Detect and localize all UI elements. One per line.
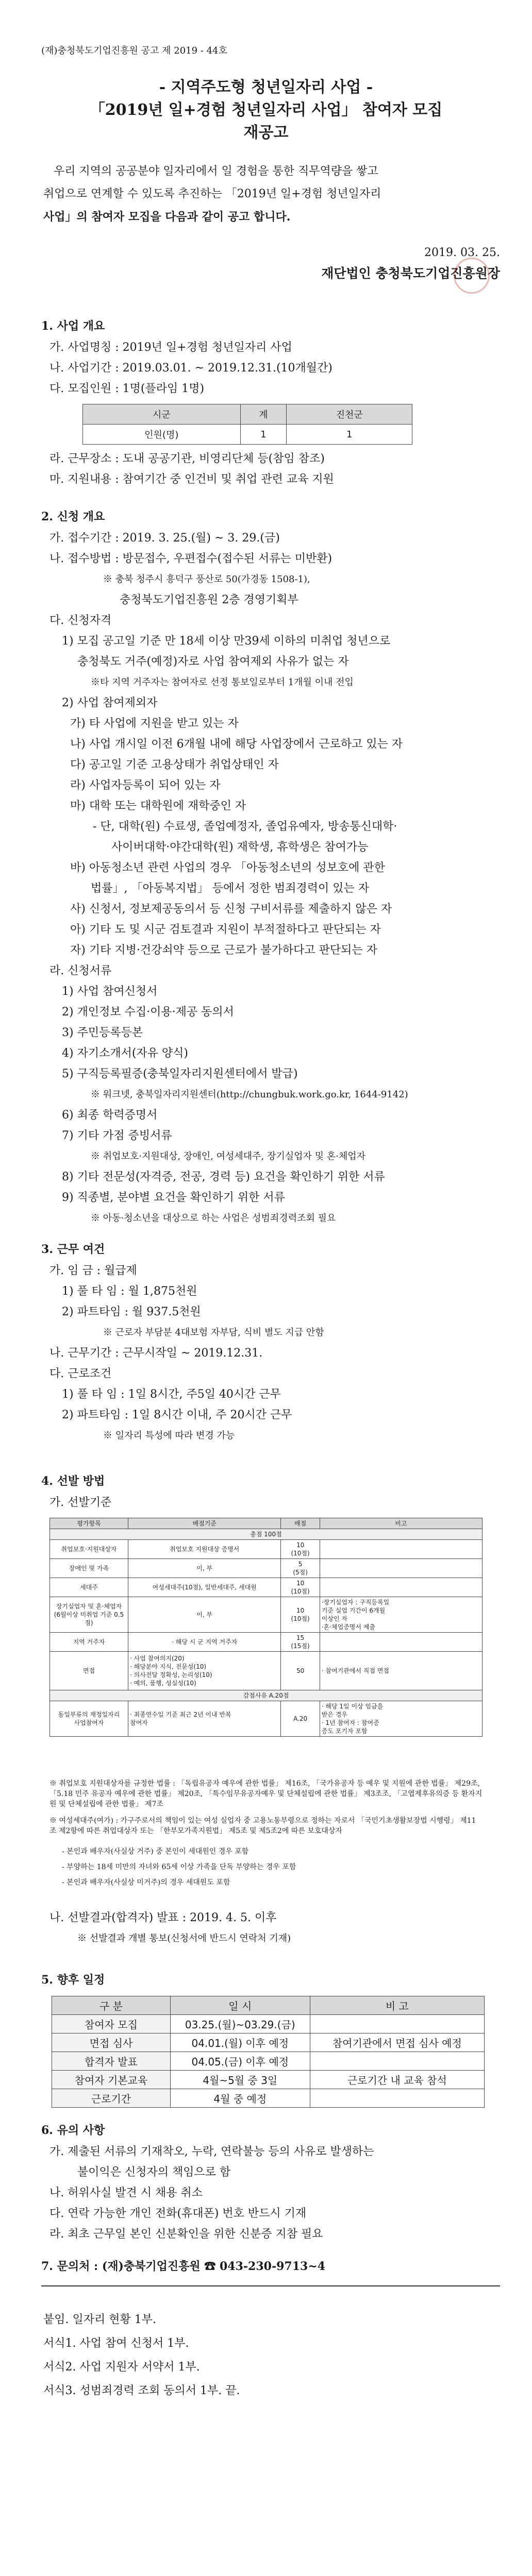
text-line: 나. 근무기간 : 근무시작일 ~ 2019.12.31. [49, 1347, 263, 1360]
text-line: 7) 기타 가점 증빙서류 [62, 1129, 172, 1142]
quota-header: 시군 [83, 404, 241, 425]
criteria-cell: · 최종연수일 기준 최근 2년 이내 반복 참여자 [128, 1701, 280, 1737]
schedule-cell: 참여기관에서 면접 심사 예정 [310, 2033, 484, 2052]
text-line: 1) 모집 공고일 기준 만 18세 이상 만39세 이하의 미취업 청년으로 [62, 635, 391, 648]
footnote: ※ 여성세대주(여가) : 가구주로서의 책임이 있는 여성 실업자 중 고용노동부령으로 정하는 자로서 「국민기초생활보장법 시행령」 제11조 제2항에 따른 취업대상자 또는 「한부모가족지원법」 제5조 및 제5조2에 따른 보호대상자 [49, 1817, 476, 1835]
result-note: ※ 선발결과 개별 통보(신청서에 반드시 연락처 기재) [77, 1933, 291, 1944]
text-line: 2) 사업 참여제외자 [62, 697, 158, 709]
notice-number: (재)충청북도기업진흥원 공고 제 2019 - 44호 [41, 45, 227, 56]
text-line: ※ 워크넷, 충북일자리지원센터(http://chungbuk.work.go.kr, 1644-9142) [91, 1089, 408, 1100]
text-line: 바) 아동청소년 관련 사업의 경우 「아동청소년의 성보호에 관한 [70, 861, 385, 874]
intro-line1: 우리 지역의 공공분야 일자리에서 일 경험을 통한 직무역량을 쌓고 [54, 165, 378, 178]
sec2-heading: 2. 신청 개요 [41, 510, 105, 523]
text-line: - 단, 대학(원) 수료생, 졸업예정자, 졸업유예자, 방송통신대학· [93, 820, 397, 833]
sec3-heading: 3. 근무 여건 [41, 1243, 105, 1256]
quota-table [82, 404, 412, 445]
criteria-row [50, 1540, 483, 1559]
schedule-cell: 참여자 기본교육 [52, 2071, 171, 2089]
schedule-table [52, 1996, 485, 2108]
schedule-cell: 03.25.(월)~03.29.(금) [170, 2015, 310, 2033]
criteria-row [50, 1652, 483, 1690]
criteria-cell: 10 (10점) [281, 1540, 320, 1559]
criteria-cell: · 해당 1일 이상 임금을 받은 경우 · 1년 참여자 : 참여증 증도 포기자 포함 [320, 1701, 482, 1737]
schedule-cell [310, 2052, 484, 2071]
title-line3: 재공고 [243, 124, 289, 142]
text-line: ※ 일자리 특성에 따라 변경 가능 [103, 1430, 235, 1441]
criteria-cell: 취업보호·지원대상자 [50, 1540, 128, 1559]
criteria-cell: 50 [281, 1652, 320, 1690]
text-line: 다. 연락 가능한 개인 전화(휴대폰) 번호 반드시 기재 [49, 2207, 307, 2220]
text-line: 나) 사업 개시일 이전 6개월 내에 해당 사업장에서 근로하고 있는 자 [70, 738, 403, 751]
criteria-cell [320, 1540, 482, 1559]
contact-line: 7. 문의처 : (재)충북기업진흥원 ☎ 043-230-9713~4 [41, 2260, 326, 2273]
criteria-cell: ·장기실업자 : 구직등록일 기준 실업 기간이 6개월 이상인 자 ·혼·체업증명서 제출 [320, 1597, 482, 1633]
text-line: 8) 기타 전문성(자격증, 전공, 경력 등) 요건을 확인하기 위한 서류 [62, 1171, 385, 1183]
quota-cell: 인원(명) [83, 425, 241, 445]
criteria-row [50, 1597, 483, 1633]
criteria-cell: 10 (10점) [281, 1578, 320, 1597]
text-line: ※ 아동·청소년을 대상으로 하는 사업은 성범죄경력조회 필요 [91, 1213, 336, 1224]
quota-cell: 1 [240, 425, 287, 445]
schedule-cell: 참여자 모집 [52, 2015, 171, 2033]
schedule-row [52, 2052, 485, 2071]
criteria-cell: 취업보호 지원대상 증명서 [128, 1540, 280, 1559]
intro-line2: 취업으로 연계할 수 있도록 추진하는 「2019년 일+경험 청년일자리 [43, 188, 381, 200]
criteria-cell: · 해당 시 군 지역 거주자 [128, 1633, 280, 1652]
criteria-cell: 15 (15점) [281, 1633, 320, 1652]
criteria-row [50, 1578, 483, 1597]
schedule-cell: 04.01.(월) 이후 예정 [170, 2033, 310, 2052]
text-line: ※ 취업보호·지원대상, 장애인, 여성세대주, 장기실업자 및 혼·체업자 [91, 1151, 366, 1162]
text-line: 5) 구직등록필증(충북일자리지원센터에서 발급) [62, 1067, 298, 1080]
footnote: - 본인과 배우자(사실상 거주) 중 본인이 세대원인 경우 포함 [62, 1848, 249, 1856]
criteria-row [50, 1559, 483, 1578]
text-line: 법률」, 「아동복지법」 등에서 정한 범죄경력이 있는 자 [91, 882, 369, 895]
schedule-cell: 4월~5월 중 3일 [170, 2071, 310, 2089]
text-line: ※ 근로자 부담분 4대보험 자부담, 식비 별도 지급 안함 [103, 1327, 324, 1338]
schedule-row [52, 2015, 485, 2033]
criteria-header: 비고 [320, 1518, 482, 1529]
text-line: 2) 개인정보 수집·이용·제공 동의서 [62, 1006, 234, 1019]
schedule-cell: 04.05.(금) 이후 예정 [170, 2052, 310, 2071]
text-line: 아) 기타 도 및 시군 검토결과 지원이 부적절하다고 판단되는 자 [70, 923, 381, 936]
schedule-cell: 4월 중 예정 [170, 2089, 310, 2108]
intro-line3: 사업」의 참여자 모집을 다음과 같이 공고 합니다. [43, 210, 291, 224]
text-line: 9) 직종별, 분야별 요건을 확인하기 위한 서류 [62, 1191, 285, 1204]
schedule-row [52, 2071, 485, 2089]
text-line: 3) 주민등록등본 [62, 1026, 143, 1039]
text-line: 2) 파트타임 : 월 937.5천원 [62, 1306, 201, 1318]
text-line: 서식1. 사업 참여 신청서 1부. [43, 2337, 189, 2350]
schedule-row [52, 2089, 485, 2108]
text-line: 서식2. 사업 지원자 서약서 1부. [43, 2361, 200, 2374]
text-line: 가. 제출된 서류의 기재착오, 누락, 연락불능 등의 사유로 발생하는 [49, 2145, 374, 2158]
text-line: 충청북도기업진흥원 2층 경영기획부 [120, 594, 298, 606]
sec1-item: 다. 모집인원 : 1명(플라임 1명) [49, 382, 205, 395]
schedule-header: 비 고 [310, 1996, 484, 2015]
text-line: 다. 근로조건 [49, 1367, 112, 1380]
criteria-cell: 장애인 및 가족 [50, 1559, 128, 1578]
criteria-cell [320, 1578, 482, 1597]
text-line: 마) 대학 또는 대학원에 재학중인 자 [70, 800, 246, 812]
text-line: 불이익은 신청자의 책임으로 함 [77, 2166, 231, 2179]
criteria-cell: 10 (10점) [281, 1597, 320, 1633]
sec4-sub: 가. 선발기준 [49, 1496, 112, 1509]
title-line2: 「2019년 일+경험 청년일자리 사업」 참여자 모집 [89, 101, 443, 119]
criteria-cell: · 사업 참여의지(20) · 해당분야 지식, 전문성(10) · 의사전달 정확성, 논리성(10) · 예의, 품행, 성실성(10) [128, 1652, 280, 1690]
sec1-item: 마. 지원내용 : 참여기간 중 인건비 및 취업 관련 교육 지원 [49, 473, 334, 486]
criteria-cell: 5 (5점) [281, 1559, 320, 1578]
criteria-subtotal: 총점 100점 [50, 1529, 483, 1540]
criteria-cell: 동일부류의 재정일자리 사업참여자 [50, 1701, 128, 1737]
text-line: ※ 충북 청주시 흥덕구 풍산로 50(가경동 1508-1), [103, 574, 310, 585]
text-line: 라. 최초 근무일 본인 신분확인을 위한 신분증 지참 필요 [49, 2228, 323, 2241]
criteria-header: 평가항목 [50, 1518, 128, 1529]
criteria-cell [320, 1633, 482, 1652]
text-line: 사) 신청서, 정보제공동의서 등 신청 구비서류를 제출하지 않은 자 [70, 903, 392, 916]
text-line: 다. 신청자격 [49, 614, 112, 627]
text-line: 4) 자기소개서(자유 양식) [62, 1047, 189, 1060]
selection-criteria-table [49, 1518, 483, 1737]
text-line: 6) 최종 학력증명서 [62, 1109, 158, 1122]
sec1-item: 가. 사업명칭 : 2019년 일+경험 청년일자리 사업 [49, 341, 292, 354]
criteria-cell: 면접 [50, 1652, 128, 1690]
text-line: 나. 접수방법 : 방문접수, 우편접수(접수된 서류는 미반환) [49, 552, 332, 565]
sec5-heading: 5. 향후 일정 [41, 1973, 105, 1987]
title-line1: - 지역주도형 청년일자리 사업 - [159, 78, 373, 96]
text-line: 다) 공고일 기준 고용상태가 취업상태인 자 [70, 758, 279, 771]
divider [41, 2285, 500, 2286]
quota-header: 진천군 [287, 404, 412, 425]
text-line: 붙임. 일자리 현황 1부. [43, 2313, 156, 2326]
schedule-cell [310, 2015, 484, 2033]
footnote: ※ 취업보호 지원대상자를 규정한 법률 : 「독립유공자 예우에 관한 법률」 제16조, 「국가유공자 등 예우 및 지원에 관한 법률」 제29조, 「5.18 민주 유공자 예우에 관한 법률」 제20조, 「특수임무유공자예우 및 단체설립에 관한 법률」 제3조조, 「고엽제후유의증 등 환자지원 및 단체설립에 관한 법률」 제7조 [49, 1780, 483, 1808]
text-line: 가. 접수기간 : 2019. 3. 25.(월) ~ 3. 29.(금) [49, 532, 280, 545]
text-line: 라. 신청서류 [49, 964, 112, 977]
result-announce: 나. 선발결과(합격자) 발표 : 2019. 4. 5. 이후 [49, 1911, 277, 1924]
criteria-cell: 이, 부 [128, 1559, 280, 1578]
text-line: 가) 타 사업에 지원을 받고 있는 자 [70, 717, 239, 730]
text-line: 서식3. 성범죄경력 조회 동의서 1부. 끝. [43, 2384, 240, 2397]
schedule-cell: 근로기간 [52, 2089, 171, 2108]
schedule-cell: 근로기간 내 교육 참석 [310, 2071, 484, 2089]
text-line: 1) 사업 참여신청서 [62, 985, 158, 998]
text-line: 2) 파트타임 : 1일 8시간 이내, 주 20시간 근무 [62, 1409, 292, 1421]
sec1-heading: 1. 사업 개요 [41, 319, 105, 333]
sec4-heading: 4. 선발 방법 [41, 1475, 105, 1488]
criteria-row [50, 1633, 483, 1652]
criteria-cell: 지역 거주자 [50, 1633, 128, 1652]
issuer-name: 재단법인 충청북도기업진흥원장 [321, 266, 500, 281]
text-line: 가. 임 금 : 월급제 [49, 1264, 137, 1277]
text-line: 충청북도 거주(예정)자로 사업 참여제외 사유가 없는 자 [77, 655, 349, 668]
schedule-cell [310, 2089, 484, 2108]
text-line: ※타 지역 거주자는 참여자로 선정 통보일로부터 1개월 이내 전입 [91, 677, 354, 688]
schedule-header: 일 시 [170, 1996, 310, 2015]
text-line: 1) 풀 타 임 : 1일 8시간, 주5일 40시간 근무 [62, 1388, 281, 1401]
quota-cell: 1 [287, 425, 412, 445]
text-line: 라) 사업자등록이 되어 있는 자 [70, 779, 221, 792]
criteria-cell: A.20 [281, 1701, 320, 1737]
criteria-cell [320, 1559, 482, 1578]
footnote: - 부양하는 18세 미만의 자녀와 65세 이상 가족을 단독 부양하는 경우 포함 [62, 1863, 296, 1871]
sec1-item: 라. 근무장소 : 도내 공공기관, 비영리단체 등(참임 참조) [49, 452, 325, 465]
text-line: 자) 기타 지병·건강쇠약 등으로 근로가 불가하다고 판단되는 자 [70, 944, 377, 957]
criteria-header: 배점기준 [128, 1518, 280, 1529]
criteria-cell: 이, 부 [128, 1597, 280, 1633]
quota-header: 계 [240, 404, 287, 425]
criteria-cell: 여성세대주(10점), 일반세대주, 세대원 [128, 1578, 280, 1597]
notice-date: 2019. 03. 25. [424, 246, 500, 259]
schedule-header: 구 분 [52, 1996, 171, 2015]
criteria-cell: · 참여기관에서 직접 면접 [320, 1652, 482, 1690]
text-line: 나. 허위사실 발견 시 채용 취소 [49, 2187, 203, 2199]
official-seal [454, 258, 490, 294]
schedule-cell: 면접 심사 [52, 2033, 171, 2052]
criteria-cell: 장기실업자 및 혼·체업자 (6월이상 미취업 기준 0.5점) [50, 1597, 128, 1633]
sec6-heading: 6. 유의 사항 [41, 2124, 105, 2137]
criteria-cell: 세대주 [50, 1578, 128, 1597]
criteria-row [50, 1701, 483, 1737]
schedule-cell: 합격자 발표 [52, 2052, 171, 2071]
text-line: 사이버대학·야간대학(원) 재학생, 휴학생은 참여가능 [111, 841, 369, 854]
sec1-item: 나. 사업기간 : 2019.03.01. ~ 2019.12.31.(10개월간) [49, 362, 332, 375]
criteria-header: 배점 [281, 1518, 320, 1529]
criteria-subtotal: 감점사유 A.20점 [50, 1690, 483, 1701]
schedule-row [52, 2033, 485, 2052]
text-line: 1) 풀 타 임 : 월 1,875천원 [62, 1285, 197, 1298]
footnote: - 본인과 배우자(사실상 미거주)의 경우 세대원도 포함 [62, 1878, 230, 1887]
